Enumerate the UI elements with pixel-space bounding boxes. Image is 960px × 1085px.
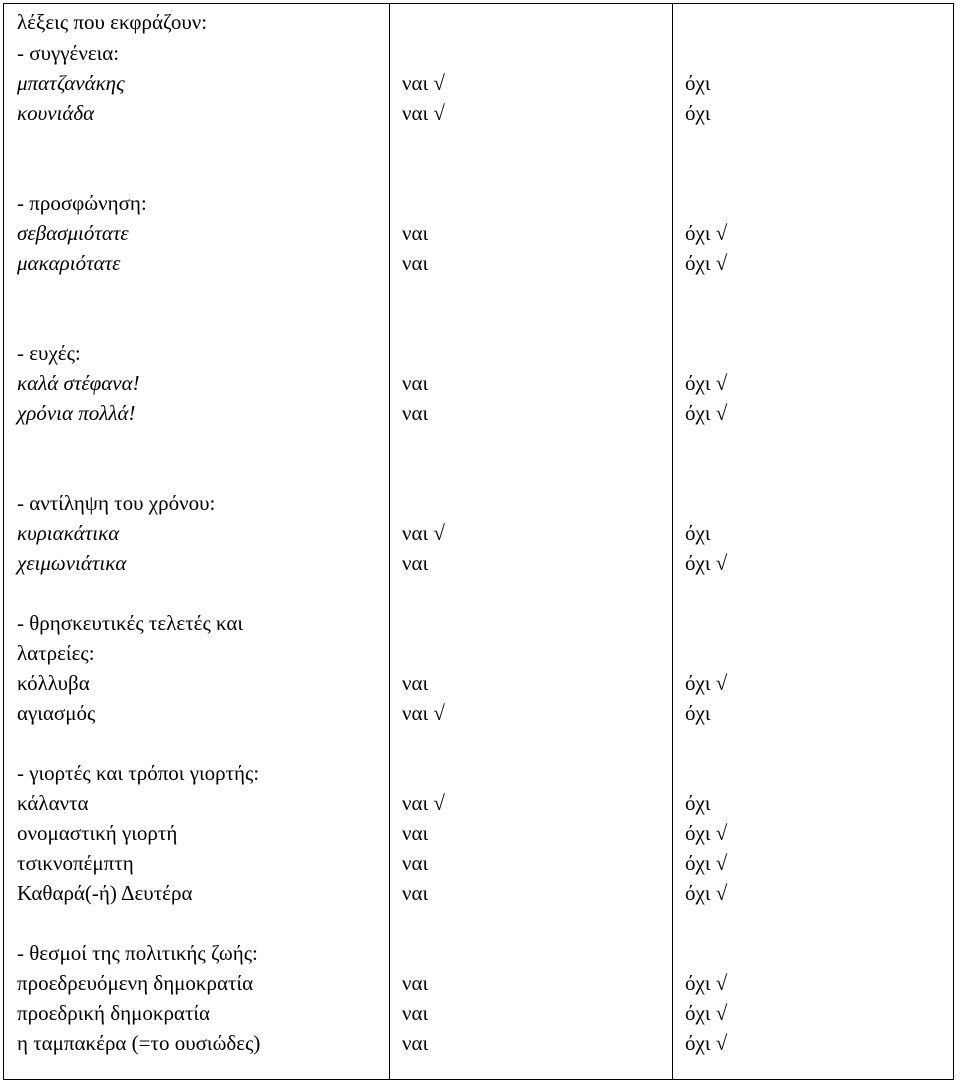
- yes-cell: ναι: [402, 1031, 429, 1055]
- no-cell: όχι √: [685, 371, 728, 395]
- word-cell: χρόνια πολλά!: [17, 401, 136, 425]
- word-cell: κυριακάτικα: [17, 521, 120, 545]
- group-header: - αντίληψη του χρόνου:: [17, 491, 216, 515]
- word-cell: τσικνοπέμπτη: [17, 851, 134, 875]
- word-cell: η ταμπακέρα (=το ουσιώδες): [17, 1031, 261, 1055]
- yes-cell: ναι: [402, 851, 429, 875]
- word-cell: κάλαντα: [17, 791, 89, 815]
- vocabulary-table: [3, 3, 954, 1080]
- word-cell: κόλλυβα: [17, 671, 90, 695]
- no-cell: όχι √: [685, 1001, 728, 1025]
- yes-cell: ναι √: [402, 791, 445, 815]
- word-cell: προεδρική δημοκρατία: [17, 1001, 211, 1025]
- yes-cell: ναι: [402, 221, 429, 245]
- group-header: - θεσμοί της πολιτικής ζωής:: [17, 941, 258, 965]
- word-cell: αγιασμός: [17, 701, 96, 725]
- word-cell: σεβασμιότατε: [17, 221, 129, 245]
- column-divider: [389, 4, 390, 1079]
- yes-cell: ναι: [402, 1001, 429, 1025]
- yes-cell: ναι: [402, 251, 429, 275]
- no-cell: όχι √: [685, 821, 728, 845]
- yes-cell: ναι: [402, 821, 429, 845]
- intro-text: λέξεις που εκφράζουν:: [17, 10, 208, 34]
- yes-cell: ναι: [402, 371, 429, 395]
- word-cell: χειμωνιάτικα: [17, 551, 127, 575]
- group-header: - γιορτές και τρόποι γιορτής:: [17, 761, 260, 785]
- no-cell: όχι: [685, 521, 711, 545]
- yes-cell: ναι √: [402, 101, 445, 125]
- word-cell: ονομαστική γιορτή: [17, 821, 178, 845]
- word-cell: κουνιάδα: [17, 101, 95, 125]
- no-cell: όχι: [685, 71, 711, 95]
- group-header: - θρησκευτικές τελετές και: [17, 611, 244, 635]
- yes-cell: ναι √: [402, 701, 445, 725]
- no-cell: όχι √: [685, 971, 728, 995]
- word-cell: Καθαρά(-ή) Δευτέρα: [17, 881, 193, 905]
- no-cell: όχι √: [685, 671, 728, 695]
- group-header: - ευχές:: [17, 341, 81, 365]
- no-cell: όχι: [685, 701, 711, 725]
- no-cell: όχι √: [685, 1031, 728, 1055]
- yes-cell: ναι: [402, 881, 429, 905]
- no-cell: όχι √: [685, 881, 728, 905]
- column-divider: [672, 4, 673, 1079]
- no-cell: όχι √: [685, 851, 728, 875]
- word-cell: μπατζανάκης: [17, 71, 125, 95]
- yes-cell: ναι: [402, 671, 429, 695]
- no-cell: όχι: [685, 101, 711, 125]
- no-cell: όχι √: [685, 251, 728, 275]
- yes-cell: ναι: [402, 551, 429, 575]
- no-cell: όχι √: [685, 401, 728, 425]
- yes-cell: ναι: [402, 401, 429, 425]
- yes-cell: ναι √: [402, 521, 445, 545]
- group-header: - προσφώνηση:: [17, 191, 147, 215]
- no-cell: όχι √: [685, 221, 728, 245]
- group-header: - συγγένεια:: [17, 41, 120, 65]
- word-cell: προεδρευόμενη δημοκρατία: [17, 971, 254, 995]
- group-header-continued: λατρείες:: [17, 641, 95, 665]
- word-cell: καλά στέφανα!: [17, 371, 140, 395]
- yes-cell: ναι √: [402, 71, 445, 95]
- no-cell: όχι: [685, 791, 711, 815]
- word-cell: μακαριότατε: [17, 251, 121, 275]
- no-cell: όχι √: [685, 551, 728, 575]
- yes-cell: ναι: [402, 971, 429, 995]
